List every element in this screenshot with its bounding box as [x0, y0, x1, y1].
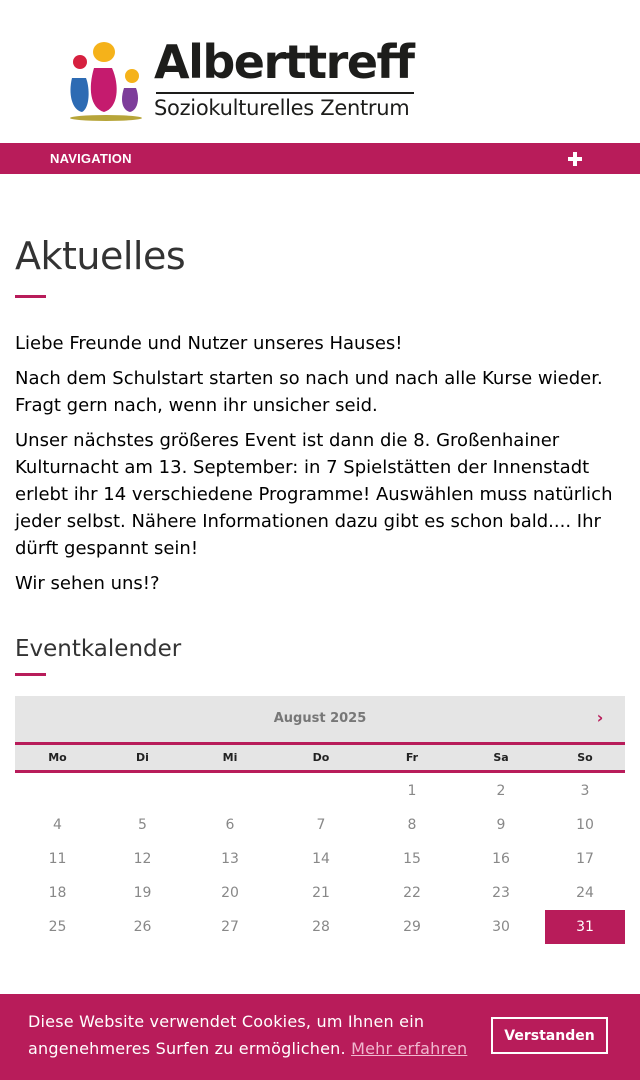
calendar-day[interactable]: 21 — [312, 885, 330, 901]
weekday-label: Mo — [48, 751, 67, 764]
paragraph: Liebe Freunde und Nutzer unseres Hauses! — [15, 333, 403, 354]
article-body — [15, 330, 627, 605]
weekday-label: Fr — [405, 751, 419, 764]
calendar-month-label: August 2025 — [273, 711, 367, 726]
paragraph: Nach dem Schulstart starten so nach und nach alle Kurse wieder. Fragt gern nach, wenn ihr unsicher seid. — [15, 368, 603, 416]
event-calendar — [15, 696, 625, 944]
calendar-day[interactable]: 25 — [48, 919, 67, 935]
navigation-bar[interactable] — [0, 143, 640, 174]
calendar-day[interactable]: 29 — [403, 919, 421, 935]
weekday-label: Do — [312, 751, 330, 764]
logo-subtitle: Soziokulturelles Zentrum — [154, 96, 410, 120]
calendar-day[interactable]: 11 — [48, 851, 67, 867]
cookie-accept-button[interactable]: Verstanden — [491, 1017, 608, 1054]
paragraph: Unser nächstes größeres Event ist dann die 8. Großenhainer Kulturnacht am 13. September: in 7 Spielstätten der Innenstadt erlebt ihr 14 verschiedene Programme! Auswählen muss natürlich jeder selbst. Nähere Informationen dazu gibt es schon bald.... Ihr dürft gespannt sein! — [15, 430, 613, 559]
title-accent-line — [15, 295, 46, 298]
calendar-day[interactable]: 2 — [496, 783, 506, 799]
plus-icon[interactable] — [567, 151, 583, 167]
cookie-more-info-link[interactable]: Mehr erfahren — [351, 1039, 468, 1058]
calendar-day[interactable]: 8 — [407, 817, 417, 833]
calendar-day[interactable]: 20 — [221, 885, 239, 901]
calendar-day[interactable]: 12 — [133, 851, 152, 867]
calendar-day[interactable]: 13 — [221, 851, 239, 867]
site-logo[interactable] — [68, 35, 428, 126]
calendar-day[interactable]: 4 — [53, 817, 62, 833]
cookie-text: Diese Website verwendet Cookies, um Ihnen ein angenehmeres Surfen zu ermöglichen. — [28, 1012, 425, 1058]
calendar-day[interactable]: 28 — [312, 919, 330, 935]
section-title-eventkalender: Eventkalender — [15, 636, 182, 662]
calendar-day[interactable]: 27 — [221, 919, 239, 935]
calendar-days-grid — [15, 774, 625, 944]
calendar-day[interactable]: 24 — [576, 885, 594, 901]
calendar-day[interactable]: 1 — [407, 783, 417, 799]
logo-divider — [156, 92, 414, 94]
calendar-day[interactable]: 17 — [576, 851, 594, 867]
chevron-right-icon[interactable]: › — [596, 708, 604, 727]
calendar-day[interactable]: 19 — [133, 885, 152, 901]
cookie-banner — [0, 994, 640, 1080]
calendar-header — [15, 696, 625, 745]
calendar-day[interactable]: 15 — [403, 851, 421, 867]
calendar-weekdays — [15, 745, 625, 773]
section-accent-line — [15, 673, 46, 676]
calendar-day[interactable]: 5 — [138, 817, 147, 833]
calendar-day[interactable]: 10 — [576, 817, 594, 833]
calendar-day[interactable]: 3 — [580, 783, 590, 799]
calendar-day[interactable]: 23 — [492, 885, 510, 901]
weekday-label: Sa — [493, 751, 509, 764]
calendar-day[interactable]: 14 — [312, 851, 330, 867]
calendar-day[interactable]: 31 — [545, 910, 625, 944]
weekday-label: So — [577, 751, 593, 764]
calendar-empty-cell — [185, 774, 275, 808]
page-title: Aktuelles — [15, 234, 186, 278]
calendar-day[interactable]: 6 — [225, 817, 235, 833]
calendar-day[interactable]: 26 — [133, 919, 152, 935]
calendar-empty-cell — [15, 774, 100, 808]
weekday-label: Di — [136, 751, 149, 764]
logo-title: Alberttreff — [154, 35, 414, 89]
cookie-message — [28, 1008, 478, 1062]
site-header — [0, 0, 640, 143]
figures-logo-icon — [68, 38, 148, 126]
calendar-day[interactable]: 30 — [492, 919, 510, 935]
calendar-day[interactable]: 7 — [316, 817, 326, 833]
paragraph: Wir sehen uns!? — [15, 573, 160, 594]
calendar-day[interactable]: 22 — [403, 885, 421, 901]
calendar-empty-cell — [275, 774, 367, 808]
calendar-day[interactable]: 9 — [496, 817, 506, 833]
calendar-day[interactable]: 16 — [492, 851, 510, 867]
navigation-label[interactable]: NAVIGATION — [50, 151, 132, 166]
calendar-day[interactable]: 18 — [48, 885, 67, 901]
weekday-label: Mi — [222, 751, 238, 764]
calendar-empty-cell — [100, 774, 185, 808]
